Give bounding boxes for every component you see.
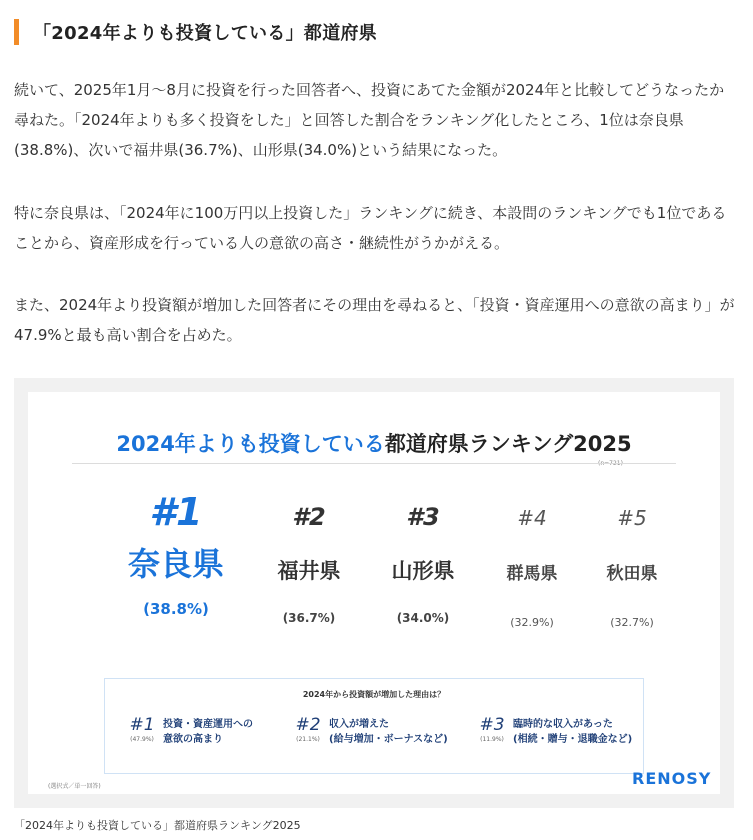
rank-item-1 [98,392,254,618]
reasons-title: 2024年から投資額が増加した理由は？ [302,690,446,699]
renosy-logo: RENOSY [632,769,712,788]
heading-accent-bar [14,19,19,45]
rank-prefecture: 群馬県 [506,564,558,584]
reason-rank-number: #2 [295,715,321,735]
reason-percent: (21.1%) [296,736,320,743]
rank-number: #1 [149,490,203,534]
reason-item-2 [291,715,448,747]
rank-number: #3 [406,503,440,531]
figure-title-rest: 都道府県ランキング2025 [384,432,632,456]
reason-line-1: 収入が増えた [329,719,389,730]
reason-item-3 [475,715,632,747]
paragraph-2: 特に奈良県は、「2024年に100万円以上投資した」ランキングに続き、本設問のランキングでも1位であることから、資産形成を行っている人の意欲の高さ・継続性がうかがえる。 [14,204,727,252]
rank-item-5 [582,392,682,629]
rank-prefecture: 福井県 [277,559,341,583]
reason-line-2: (給与増加・ボーナスなど) [329,734,448,745]
reason-line-2: (相続・贈与・退職金など) [513,734,633,745]
figure-title-highlight: 2024年よりも投資している [116,432,385,456]
reason-text [329,717,448,747]
reason-line-2: 意欲の高まり [163,734,223,745]
reason-rank [475,715,509,743]
reason-rank-number: #3 [479,715,505,735]
reason-item-1 [125,715,253,747]
ranking-figure [14,378,734,808]
rank-percent: (38.8%) [143,600,209,618]
rank-item-2 [254,392,364,625]
reason-percent: (11.9%) [480,736,504,743]
reason-rank [125,715,159,743]
ranking-infographic [28,392,720,794]
rank-number: #2 [292,503,326,531]
rank-item-4 [482,392,582,629]
reasons-box [104,678,644,774]
rank-percent: (32.7%) [610,616,654,629]
reason-rank [291,715,325,743]
rank-prefecture: 山形県 [391,559,455,583]
reason-line-1: 投資・資産運用への [163,719,253,730]
paragraph-3: また、2024年より投資額が増加した回答者にその理由を尋ねると、「投資・資産運用への意欲の高まり」が47.9%と最も高い割合を占めた。 [14,296,735,344]
figure-caption: 「2024年よりも投資している」都道府県ランキング2025 [14,819,301,832]
reason-text [163,717,253,747]
reason-line-1: 臨時的な収入があった [513,719,613,730]
rank-number: #5 [617,506,647,530]
reason-rank-number: #1 [129,715,155,735]
rank-percent: (36.7%) [282,611,336,625]
section-heading [14,18,739,46]
rank-percent: (34.0%) [396,611,450,625]
heading-title: 「2024年よりも投資している」都道府県 [33,23,378,44]
reason-percent: (47.9%) [130,736,154,743]
rank-item-3 [368,392,478,625]
rank-prefecture: 秋田県 [606,564,658,584]
paragraph-1: 続いて、2025年1月〜8月に投資を行った回答者へ、投資にあてた金額が2024年と比較してどうなったか尋ねた。「2024年よりも多く投資をした」と回答した割合をランキング化したところ、1位は奈良県(38.8%)、次いで福井県(36.7%)、山形県(34.0%)という結果になった。 [14,81,725,159]
reason-text [513,717,632,747]
rank-percent: (32.9%) [510,616,554,629]
rank-number: #4 [517,506,547,530]
rank-prefecture: 奈良県 [127,545,224,583]
figure-note: (選択式／単一回答) [48,783,101,790]
